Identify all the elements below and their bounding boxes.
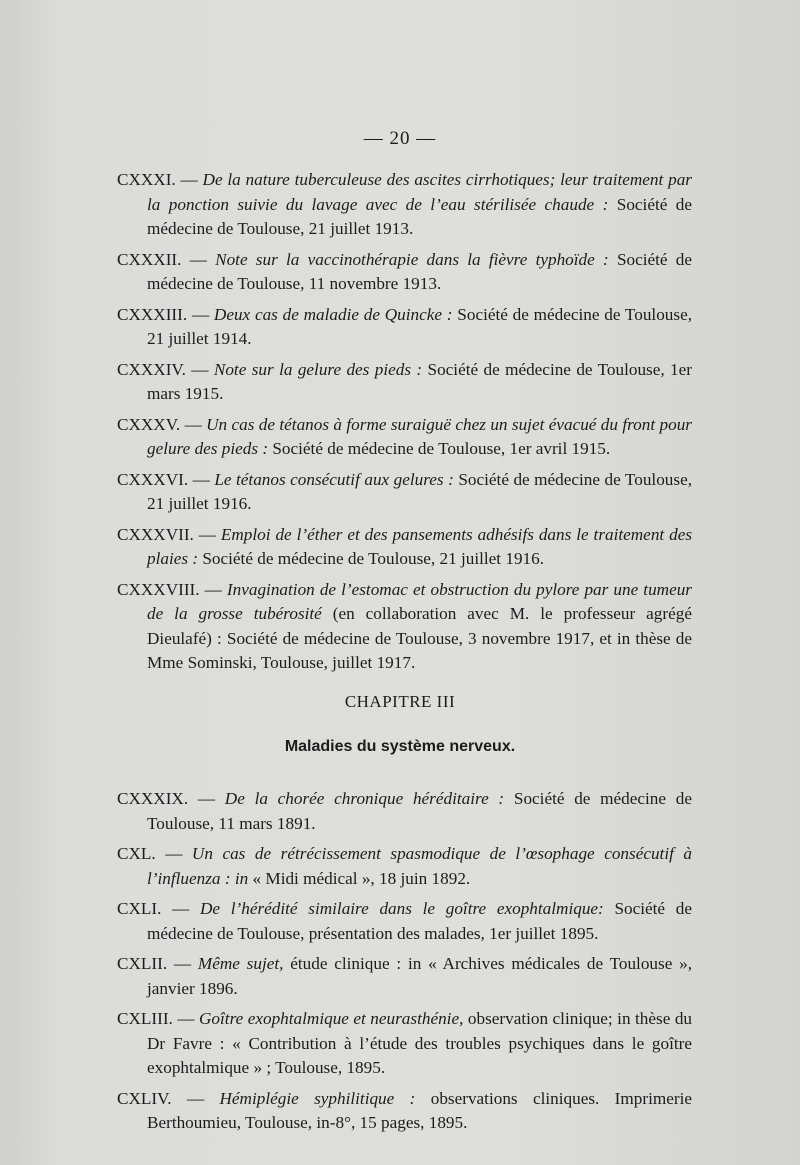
entry-details: étude clinique : in « Archives médicales de Toulouse », janvier 1896.	[147, 954, 693, 998]
entry-title: De la nature tuberculeuse des ascites cirrhotiques; leur traitement par la ponction suivie du lavage avec de l’eau stérilisée chaude :	[147, 170, 692, 214]
entry-details: Société de médecine de Toulouse, 11 mars 1891.	[147, 789, 692, 833]
entry-title: Goître exophtalmique et neurasthénie,	[199, 1009, 464, 1028]
entry-title: De l’hérédité similaire dans le goître exophtalmique:	[200, 899, 604, 918]
entry-details: (en collaboration avec M. le professeur agrégé Dieulafé) : Société de médecine de Toulouse, 3 novembre 1917, et in thèse de Mme Sominski, Toulouse, juillet 1917.	[147, 604, 692, 672]
entry-title: Note sur la vaccinothérapie dans la fièvre typhoïde :	[215, 249, 609, 269]
entry-number: CXLIV. —	[117, 1088, 220, 1108]
bibliography-entry	[117, 842, 692, 891]
bibliography-entry	[117, 787, 692, 836]
entry-number: CXXXVII. —	[117, 524, 221, 544]
entry-title: Même sujet,	[197, 954, 284, 973]
entry-details: Société de médecine de Toulouse, 21 juillet 1914.	[147, 304, 692, 348]
entry-number: CXXXIV. —	[117, 359, 214, 379]
chapter-title: CHAPITRE III	[344, 692, 456, 711]
bibliography-list-part1	[117, 168, 692, 682]
entry-details: Société de médecine de Toulouse, 11 novembre 1913.	[147, 249, 692, 293]
entry-details: observations cliniques. Imprimerie Berthoumieu, Toulouse, in-8°, 15 pages, 1895.	[147, 1088, 692, 1132]
entry-title: Deux cas de maladie de Quincke :	[213, 304, 453, 324]
bibliography-entry	[117, 168, 692, 242]
page-number: — 20 —	[363, 128, 437, 149]
bibliography-entry	[117, 303, 692, 352]
entry-title: Un cas de tétanos à forme suraiguë chez un sujet évacué du front pour gelure des pieds :	[147, 414, 692, 458]
bibliography-entry	[117, 523, 692, 572]
entry-number: CXLIII. —	[117, 1009, 200, 1028]
bibliography-entry	[117, 578, 692, 676]
bibliography-entry	[117, 468, 692, 517]
bibliography-list-part2	[117, 787, 692, 1142]
entry-number: CXXXIX. —	[117, 789, 225, 808]
entry-number: CXXXIII. —	[117, 304, 214, 324]
bibliography-entry	[117, 1007, 692, 1081]
bibliography-entry	[117, 358, 692, 407]
entry-details: observation clinique; in thèse du Dr Favre : « Contribution à l’étude des troubles psychiques dans le goître exophtalmique » ; Toulouse, 1895.	[147, 1009, 693, 1077]
entry-number: CXXXVI. —	[117, 469, 215, 489]
entry-number: CXXXVIII. —	[117, 579, 227, 599]
bibliography-entry	[117, 952, 692, 1001]
chapter-subtitle: Maladies du système nerveux.	[284, 738, 516, 755]
entry-details: Société de médecine de Toulouse, 21 juillet 1913.	[147, 194, 692, 238]
entry-title: Note sur la gelure des pieds :	[213, 359, 423, 379]
bibliography-entry	[117, 248, 692, 297]
entry-details: Société de médecine de Toulouse, présentation des malades, 1er juillet 1895.	[147, 899, 692, 943]
entry-number: CXXXI. —	[117, 170, 203, 189]
entry-number: CXLI. —	[117, 899, 200, 918]
entry-title: Un cas de rétrécissement spasmodique de l’œsophage consécutif à l’influenza : in	[147, 844, 693, 888]
entry-number: CXL. —	[117, 844, 192, 863]
bibliography-entry	[117, 897, 692, 946]
entry-title: Hémiplégie syphilitique :	[219, 1088, 416, 1108]
entry-title: Le tétanos consécutif aux gelures :	[214, 469, 454, 489]
entry-title: De la chorée chronique héréditaire :	[224, 789, 505, 808]
entry-number: CXLII. —	[117, 954, 198, 973]
entry-number: CXXXII. —	[117, 249, 216, 269]
bibliography-entry	[117, 1087, 692, 1136]
entry-details: Société de médecine de Toulouse, 21 juillet 1916.	[147, 469, 692, 513]
entry-title: Invagination de l’estomac et obstruction du pylore par une tumeur de la grosse tubérosité	[147, 579, 692, 623]
entry-details: Société de médecine de Toulouse, 1er mars 1915.	[147, 359, 692, 403]
bibliography-entry	[117, 413, 692, 462]
entry-details: Société de médecine de Toulouse, 21 juillet 1916.	[198, 549, 545, 568]
entry-details: Société de médecine de Toulouse, 1er avril 1915.	[268, 439, 611, 458]
entry-details: « Midi médical », 18 juin 1892.	[248, 868, 471, 888]
entry-number: CXXXV. —	[117, 414, 207, 434]
entry-title: Emploi de l’éther et des pansements adhésifs dans le traitement des plaies :	[147, 524, 693, 568]
